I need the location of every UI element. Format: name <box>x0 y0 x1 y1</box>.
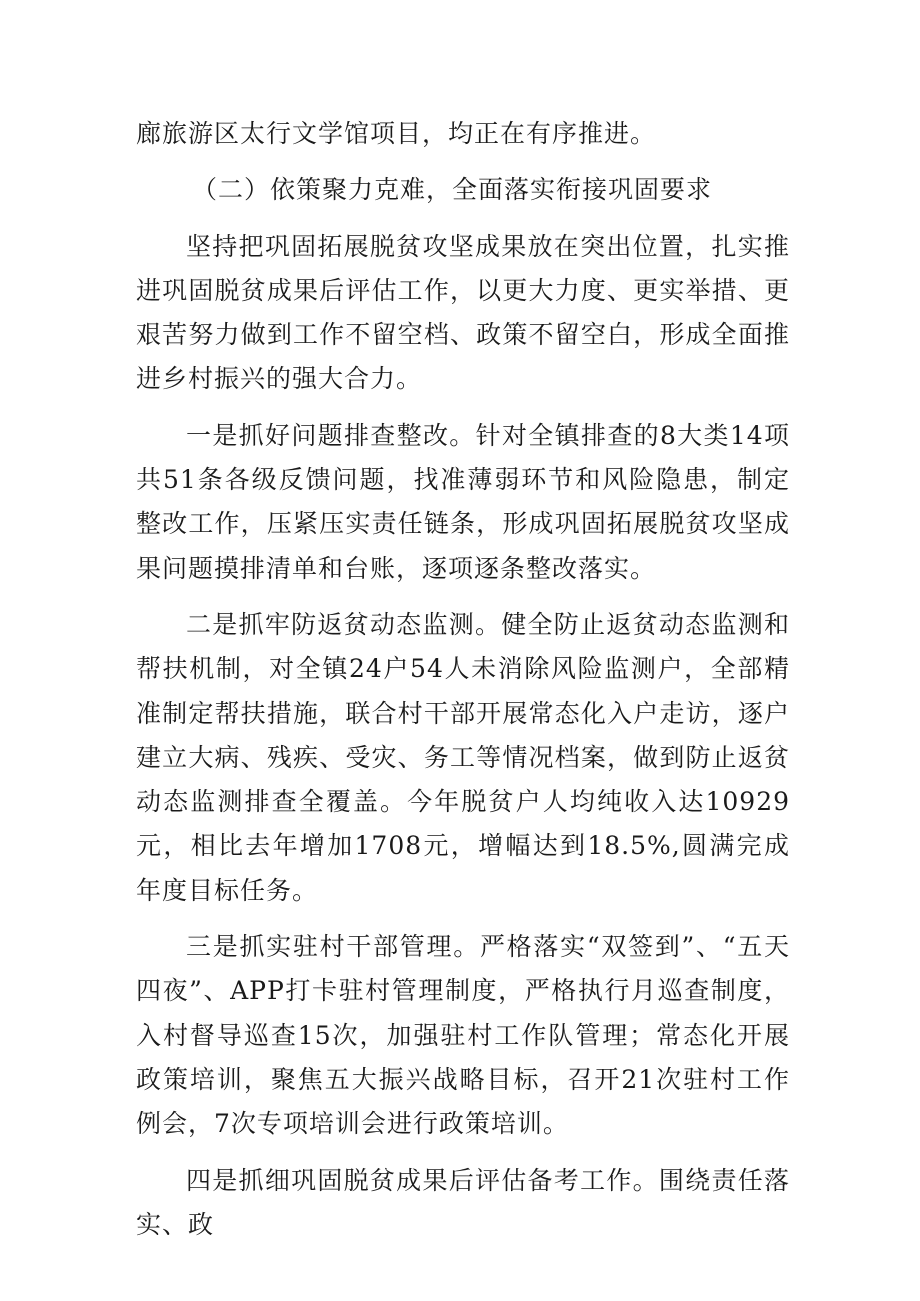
paragraph-item-4: 四是抓细巩固脱贫成果后评估备考工作。围绕责任落实、政 <box>136 1165 790 1239</box>
document-body <box>136 112 790 1247</box>
section-heading: （二）依策聚力克难，全面落实衔接巩固要求 <box>192 175 713 205</box>
paragraph-item-3: 三是抓实驻村干部管理。严格落实“双签到”、“五天四夜”、APP打卡驻村管理制度，严格执行月巡查制度，入村督导巡查15次，加强驻村工作队管理；常态化开展政策培训，聚焦五大振兴战略目标，召开21次驻村工作例会，7次专项培训会进行政策培训。 <box>136 932 790 1139</box>
paragraph-continuation: 廊旅游区太行文学馆项目，均正在有序推进。 <box>136 119 657 148</box>
paragraph-item-2: 二是抓牢防返贫动态监测。健全防止返贫动态监测和帮扶机制，对全镇24户54人未消除风险监测户，全部精准制定帮扶措施，联合村干部开展常态化入户走访，逐户建立大病、残疾、受灾、务工等情况档案，做到防止返贫动态监测排查全覆盖。今年脱贫户人均纯收入达10929元，相比去年增加1708元，增幅达到18.5%,圆满完成年度目标任务。 <box>136 609 790 905</box>
paragraph-item-1: 一是抓好问题排查整改。针对全镇排查的8大类14项共51条各级反馈问题，找准薄弱环节和风险隐患，制定整改工作，压紧压实责任链条，形成巩固拓展脱贫攻坚成果问题摸排清单和台账，逐项逐条整改落实。 <box>136 420 790 583</box>
paragraph-intro: 坚持把巩固拓展脱贫攻坚成果放在突出位置，扎实推进巩固脱贫成果后评估工作，以更大力度、更实举措、更艰苦努力做到工作不留空档、政策不留空白，形成全面推进乡村振兴的强大合力。 <box>136 231 790 394</box>
